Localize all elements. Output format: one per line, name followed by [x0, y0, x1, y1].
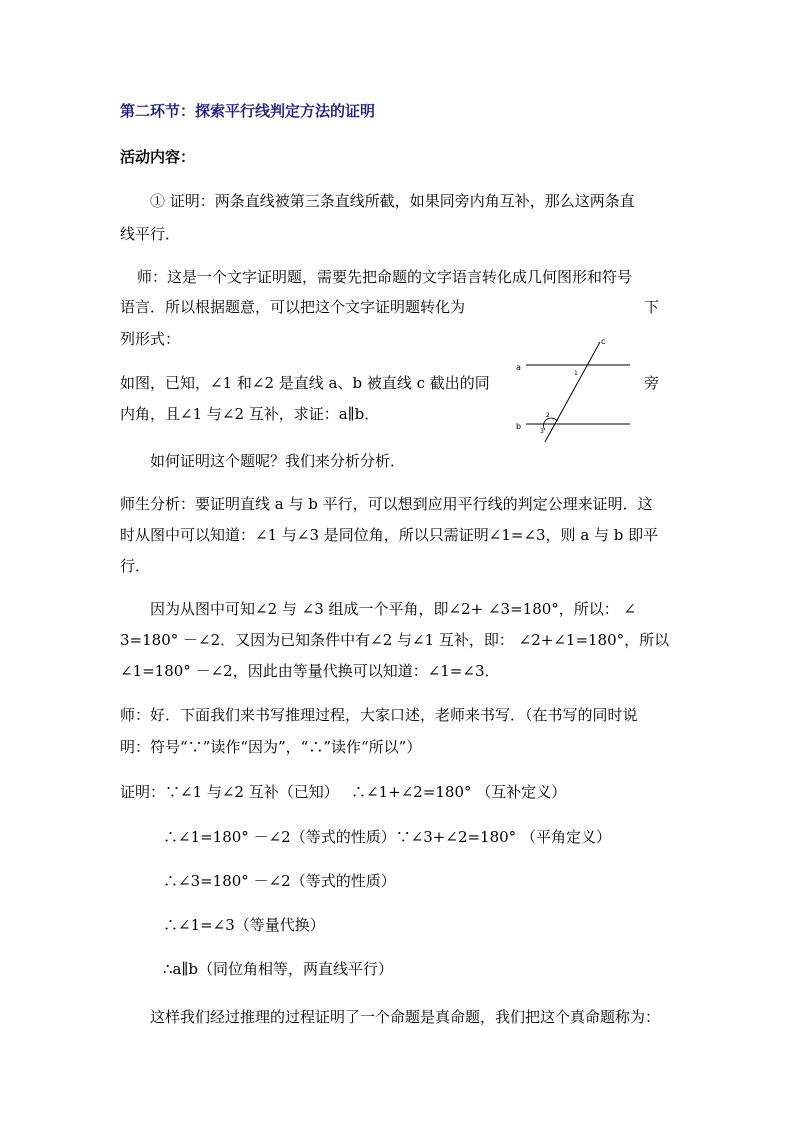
given-line-1: 如图，已知，∠1 和∠2 是直线 a、b 被直线 c 截出的同 [120, 374, 490, 392]
label-b: b [516, 422, 522, 431]
proof-line-3: ∴∠3=180° －∠2（等式的性质） [163, 872, 396, 890]
activity-label: 活动内容： [120, 148, 196, 166]
problem-line-2: 线平行． [120, 225, 181, 243]
teacher-intro-line-3: 列形式： [120, 330, 181, 348]
analysis-line-2: 时从图中可以知道：∠1 与∠3 是同位角，所以只需证明∠1=∠3，则 a 与 b 即平 [120, 526, 659, 544]
line-c [545, 342, 600, 442]
teacher-intro-line-2: 语言．所以根据题意，可以把这个文字证明题转化为 [120, 298, 466, 316]
label-a: a [516, 363, 521, 372]
teacher-write-line-1: 师：好．下面我们来书写推理过程，大家口述，老师来书写．（在书写的同时说 [120, 706, 638, 724]
section-title: 第二环节：探索平行线判定方法的证明 [120, 102, 376, 120]
problem-line-1: ① 证明：两条直线被第三条直线所截，如果同旁内角互补，那么这两条直 [150, 192, 635, 210]
reasoning-line-3: ∠1=180° －∠2，因此由等量代换可以知道：∠1=∠3． [120, 662, 500, 680]
label-3: 3 [540, 428, 544, 435]
label-2: 2 [546, 412, 550, 419]
analysis-line-1: 师生分析：要证明直线 a 与 b 平行，可以想到应用平行线的判定公理来证明．这 [120, 495, 653, 513]
proof-line-4: ∴∠1=∠3（等量代换） [163, 916, 325, 934]
given-line-1-tail: 旁 [644, 374, 660, 392]
conclusion: 这样我们经过推理的过程证明了一个命题是真命题，我们把这个真命题称为： [150, 1008, 661, 1026]
question: 如何证明这个题呢？我们来分析分析． [150, 452, 406, 470]
proof-line-2: ∴∠1=180° －∠2（等式的性质）∵∠3+∠2=180° （平角定义） [163, 828, 611, 846]
proof-line-1: 证明：∵∠1 与∠2 互补（已知） ∴∠1+∠2=180° （互补定义） [120, 783, 567, 801]
reasoning-line-2: 3=180° －∠2．又因为已知条件中有∠2 与∠1 互补，即： ∠2+∠1=180°，所以 [120, 631, 670, 649]
parallel-lines-figure [512, 334, 636, 446]
teacher-intro-line-1: 师：这是一个文字证明题，需要先把命题的文字语言转化成几何图形和符号 [137, 268, 633, 286]
proof-line-5: ∴a∥b（同位角相等，两直线平行） [163, 960, 394, 978]
given-line-2: 内角，且∠1 与∠2 互补，求证：a∥b． [120, 405, 380, 423]
teacher-intro-line-2-tail: 下 [644, 298, 660, 316]
analysis-line-3: 行． [120, 557, 151, 575]
teacher-write-line-2: 明：符号“∵”读作“因为”，“∴”读作“所以”） [120, 738, 422, 756]
reasoning-line-1: 因为从图中可知∠2 与 ∠3 组成一个平角，即∠2+ ∠3=180°，所以： ∠ [150, 600, 637, 618]
label-c: c [601, 337, 606, 346]
label-1: 1 [574, 370, 578, 377]
